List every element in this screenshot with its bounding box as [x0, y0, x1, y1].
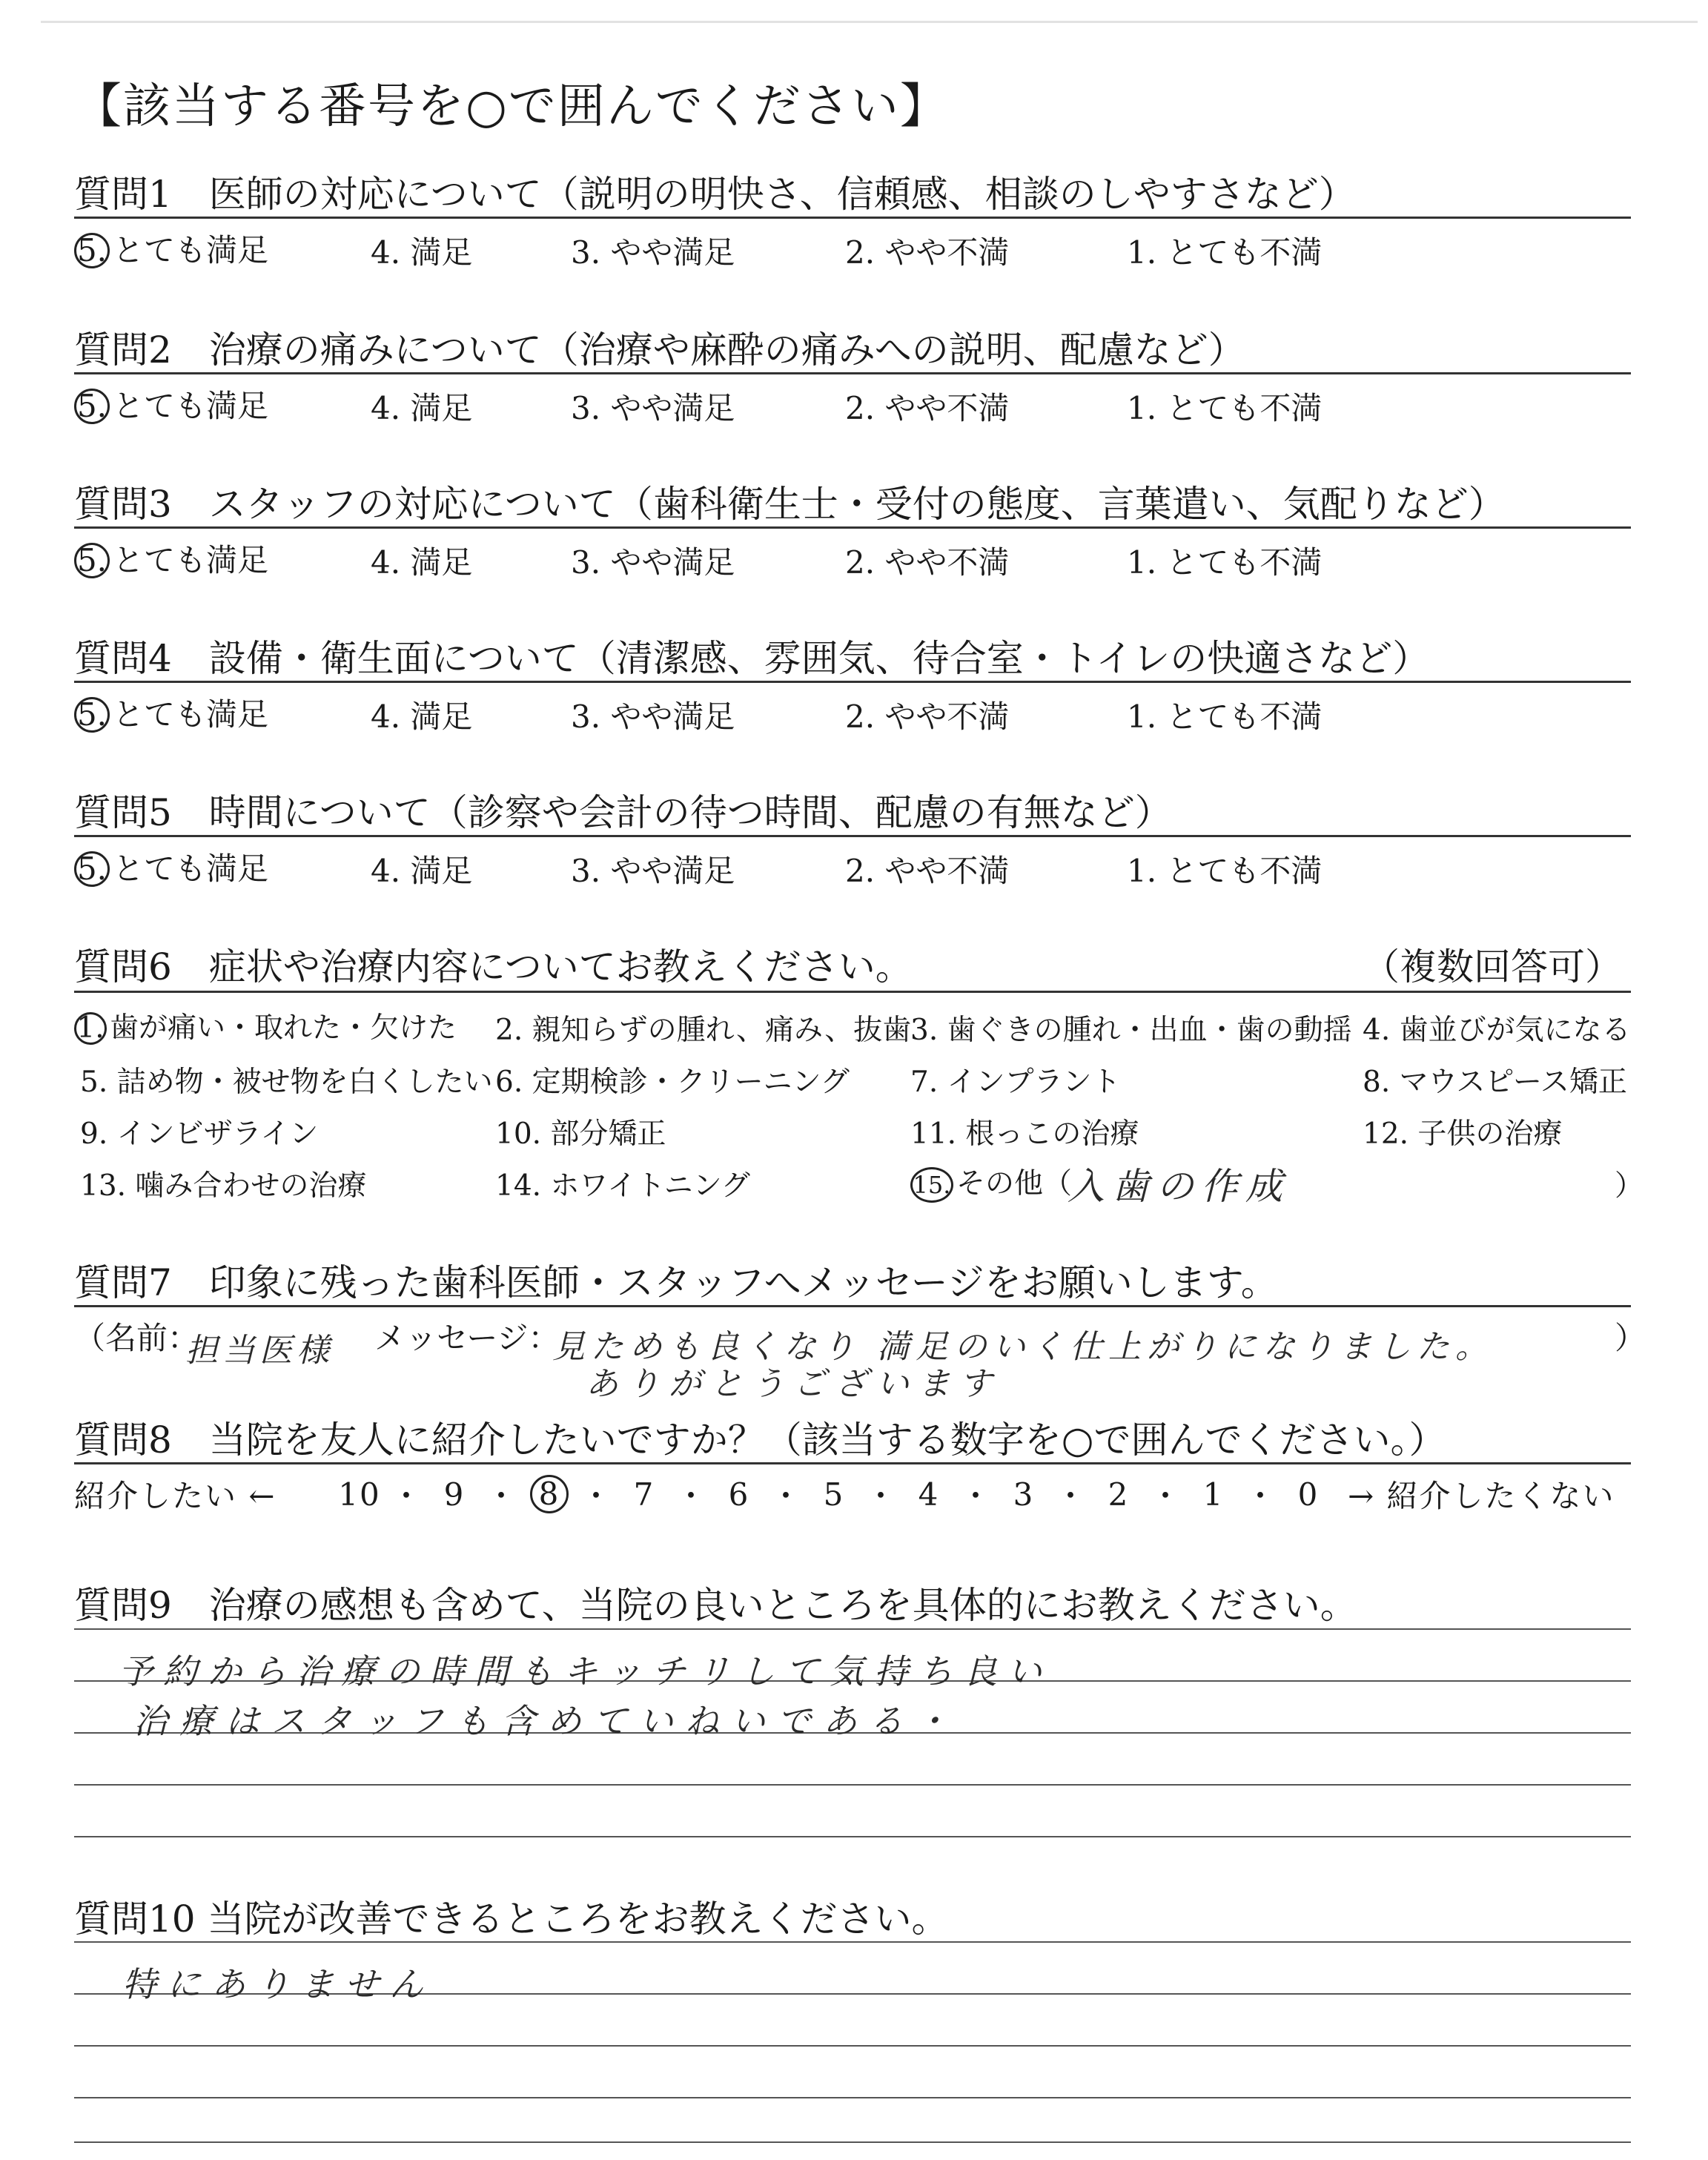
- q6-circled-number-1: 1.: [74, 1012, 107, 1045]
- q8-selected-circle: 8: [530, 1475, 569, 1513]
- q5-title: 質問5 時間について（診察や会計の待つ時間、配慮の有無など）: [74, 791, 1172, 834]
- q4-option-1[interactable]: 1. とても不満: [1127, 698, 1323, 735]
- q7-name-handwritten: 担当医様: [185, 1332, 334, 1370]
- q5-option-1[interactable]: 1. とても不満: [1127, 853, 1323, 889]
- q9-handwritten-line2: 治療はスタッフも含めていねいである・: [133, 1701, 961, 1741]
- q7-message-label: メッセージ：: [374, 1320, 560, 1356]
- q8-left-label: 紹介したい ←: [74, 1478, 277, 1514]
- q8-scale-dot: ・: [390, 1478, 423, 1514]
- q4-option-2[interactable]: 2. やや不満: [845, 698, 1010, 735]
- q6-option-9[interactable]: 9. インビザライン: [80, 1117, 319, 1151]
- q1-title: 質問1 医師の対応について（説明の明快さ、信頼感、相談のしやすさなど）: [74, 173, 1356, 216]
- q8-right-label: → 紹介したくない: [1348, 1478, 1615, 1514]
- q7-name-label: （名前：: [74, 1320, 199, 1356]
- q8-scale-10[interactable]: 10: [338, 1476, 381, 1513]
- q5-option-5[interactable]: 5. とても満足: [74, 845, 268, 889]
- q1-circled-number: 5.: [74, 233, 110, 268]
- q6-option-7[interactable]: 7. インプラント: [910, 1066, 1121, 1099]
- q3-circled-number: 5.: [74, 543, 110, 578]
- q8-divider: [74, 1462, 1631, 1464]
- q8-scale-9[interactable]: 9: [443, 1476, 466, 1513]
- q8-scale-dot: ・: [485, 1478, 518, 1514]
- q4-divider: [74, 681, 1631, 683]
- q6-option-14[interactable]: 14. ホワイトニング: [495, 1169, 750, 1203]
- q8-scale-dot: ・: [1244, 1478, 1277, 1514]
- q9-title: 質問9 治療の感想も含めて、当院の良いところを具体的にお教えください。: [74, 1584, 1357, 1627]
- q3-option-5[interactable]: 5. とても満足: [74, 536, 268, 581]
- q8-scale-dot: ・: [675, 1478, 708, 1514]
- q3-divider: [74, 526, 1631, 529]
- q6-option-3[interactable]: 3. 歯ぐきの腫れ・出血・歯の動揺: [910, 1014, 1352, 1047]
- q8-scale-6[interactable]: 6: [728, 1476, 750, 1513]
- q8-title: 質問8 当院を友人に紹介したいですか？（該当する数字を○で囲んでください。）: [74, 1418, 1446, 1462]
- q5-option-2[interactable]: 2. やや不満: [845, 853, 1010, 889]
- q8-scale-dot: ・: [959, 1478, 993, 1514]
- q5-divider: [74, 835, 1631, 837]
- q3-option-3[interactable]: 3. やや満足: [571, 544, 735, 581]
- q6-option-6[interactable]: 6. 定期検診・クリーニング: [495, 1066, 850, 1099]
- q8-scale-dot: ・: [1149, 1478, 1182, 1514]
- q7-message-handwritten-line2: ありがとうございます: [586, 1365, 1001, 1403]
- q9-line-4: [74, 1836, 1631, 1837]
- q6-option-11[interactable]: 11. 根っこの治療: [910, 1117, 1139, 1151]
- q7-title: 質問7 印象に残った歯科医師・スタッフへメッセージをお願いします。: [74, 1261, 1278, 1304]
- q4-option-4[interactable]: 4. 満足: [371, 698, 473, 735]
- q10-line-3: [74, 2097, 1631, 2098]
- q6-option-12[interactable]: 12. 子供の治療: [1363, 1117, 1563, 1151]
- q8-scale-dot: ・: [580, 1478, 613, 1514]
- q6-other-handwritten-answer: 入歯の作成: [1068, 1165, 1290, 1208]
- q8-scale-3[interactable]: 3: [1013, 1476, 1035, 1513]
- q5-option-3[interactable]: 3. やや満足: [571, 853, 735, 889]
- q3-option-1[interactable]: 1. とても不満: [1127, 544, 1323, 581]
- q2-divider: [74, 372, 1631, 374]
- q1-option-2[interactable]: 2. やや不満: [845, 234, 1010, 271]
- q1-divider: [74, 217, 1631, 219]
- q2-option-1[interactable]: 1. とても不満: [1127, 390, 1323, 426]
- q8-scale-5[interactable]: 5: [823, 1476, 845, 1513]
- page-top-edge: [41, 21, 1698, 23]
- q8-scale-0[interactable]: 0: [1297, 1476, 1320, 1513]
- q10-line-0: [74, 1941, 1631, 1943]
- q6-option-13[interactable]: 13. 噛み合わせの治療: [80, 1169, 367, 1203]
- q4-circled-number: 5.: [74, 697, 110, 733]
- q10-title: 質問10 当院が改善できるところをお教えください。: [74, 1898, 949, 1941]
- q6-option-2[interactable]: 2. 親知らずの腫れ、痛み、抜歯: [495, 1014, 912, 1047]
- q8-scale-7[interactable]: 7: [633, 1476, 655, 1513]
- q8-scale-2[interactable]: 2: [1108, 1476, 1130, 1513]
- q8-scale: [330, 1472, 1338, 1516]
- q6-divider: [74, 991, 1631, 993]
- q6-option-8[interactable]: 8. マウスピース矯正: [1363, 1066, 1627, 1099]
- q6-title: 質問6 症状や治療内容についてお教えください。: [74, 945, 913, 988]
- q1-option-1[interactable]: 1. とても不満: [1127, 234, 1323, 271]
- q1-option-4[interactable]: 4. 満足: [371, 234, 473, 271]
- q2-option-4[interactable]: 4. 満足: [371, 390, 473, 426]
- q7-divider: [74, 1305, 1631, 1307]
- q6-option-5[interactable]: 5. 詰め物・被せ物を白くしたい: [80, 1066, 493, 1099]
- q9-handwritten-line1: 予約から治療の時間もキッチリして気持ち良い: [119, 1651, 1053, 1691]
- q1-option-3[interactable]: 3. やや満足: [571, 234, 735, 271]
- q2-title: 質問2 治療の痛みについて（治療や麻酔の痛みへの説明、配慮など）: [74, 328, 1245, 371]
- q6-option-4[interactable]: 4. 歯並びが気になる: [1363, 1014, 1631, 1047]
- q9-line-0: [74, 1628, 1631, 1630]
- q7-close-paren: ）: [1615, 1320, 1646, 1356]
- q7-message-handwritten-line1: 見ためも良くなり 満足のいく仕上がりになりました。: [552, 1328, 1494, 1366]
- q6-option-10[interactable]: 10. 部分矯正: [495, 1117, 666, 1151]
- q3-option-4[interactable]: 4. 満足: [371, 544, 473, 581]
- q8-scale-dot: ・: [864, 1478, 898, 1514]
- q8-scale-dot: ・: [769, 1478, 803, 1514]
- q6-circled-number-15: 15.: [910, 1167, 953, 1203]
- q9-line-3: [74, 1784, 1631, 1786]
- q6-option-15-other[interactable]: 15. その他（: [910, 1160, 1072, 1203]
- q8-scale-dot: ・: [1054, 1478, 1088, 1514]
- q5-circled-number: 5.: [74, 851, 110, 887]
- q6-option-1[interactable]: 1. 歯が痛い・取れた・欠けた: [74, 1005, 457, 1046]
- q2-option-3[interactable]: 3. やや満足: [571, 390, 735, 426]
- q2-option-5[interactable]: 5. とても満足: [74, 382, 268, 426]
- q4-option-3[interactable]: 3. やや満足: [571, 698, 735, 735]
- q10-line-2: [74, 2045, 1631, 2047]
- q2-option-2[interactable]: 2. やや不満: [845, 390, 1010, 426]
- q8-scale-8[interactable]: [520, 1475, 579, 1513]
- q10-line-4: [74, 2141, 1631, 2143]
- q2-circled-number: 5.: [74, 389, 110, 424]
- q3-option-2[interactable]: 2. やや不満: [845, 544, 1010, 581]
- q6-multiple-answer-note: （複数回答可）: [1363, 945, 1622, 988]
- q4-option-5[interactable]: 5. とても満足: [74, 690, 268, 735]
- q8-scale-4[interactable]: 4: [918, 1476, 940, 1513]
- q1-option-5[interactable]: 5. とても満足: [74, 226, 268, 271]
- form-instruction-title: 【該当する番号を○で囲んでください】: [74, 79, 949, 134]
- q5-option-4[interactable]: 4. 満足: [371, 853, 473, 889]
- q4-title: 質問4 設備・衛生面について（清潔感、雰囲気、待合室・トイレの快適さなど）: [74, 637, 1430, 680]
- q3-title: 質問3 スタッフの対応について（歯科衛生士・受付の態度、言葉遣い、気配りなど）: [74, 483, 1506, 526]
- q6-other-close-paren: ）: [1615, 1169, 1644, 1203]
- q10-handwritten-line1: 特にありません: [122, 1964, 434, 2004]
- q8-scale-1[interactable]: 1: [1202, 1476, 1225, 1513]
